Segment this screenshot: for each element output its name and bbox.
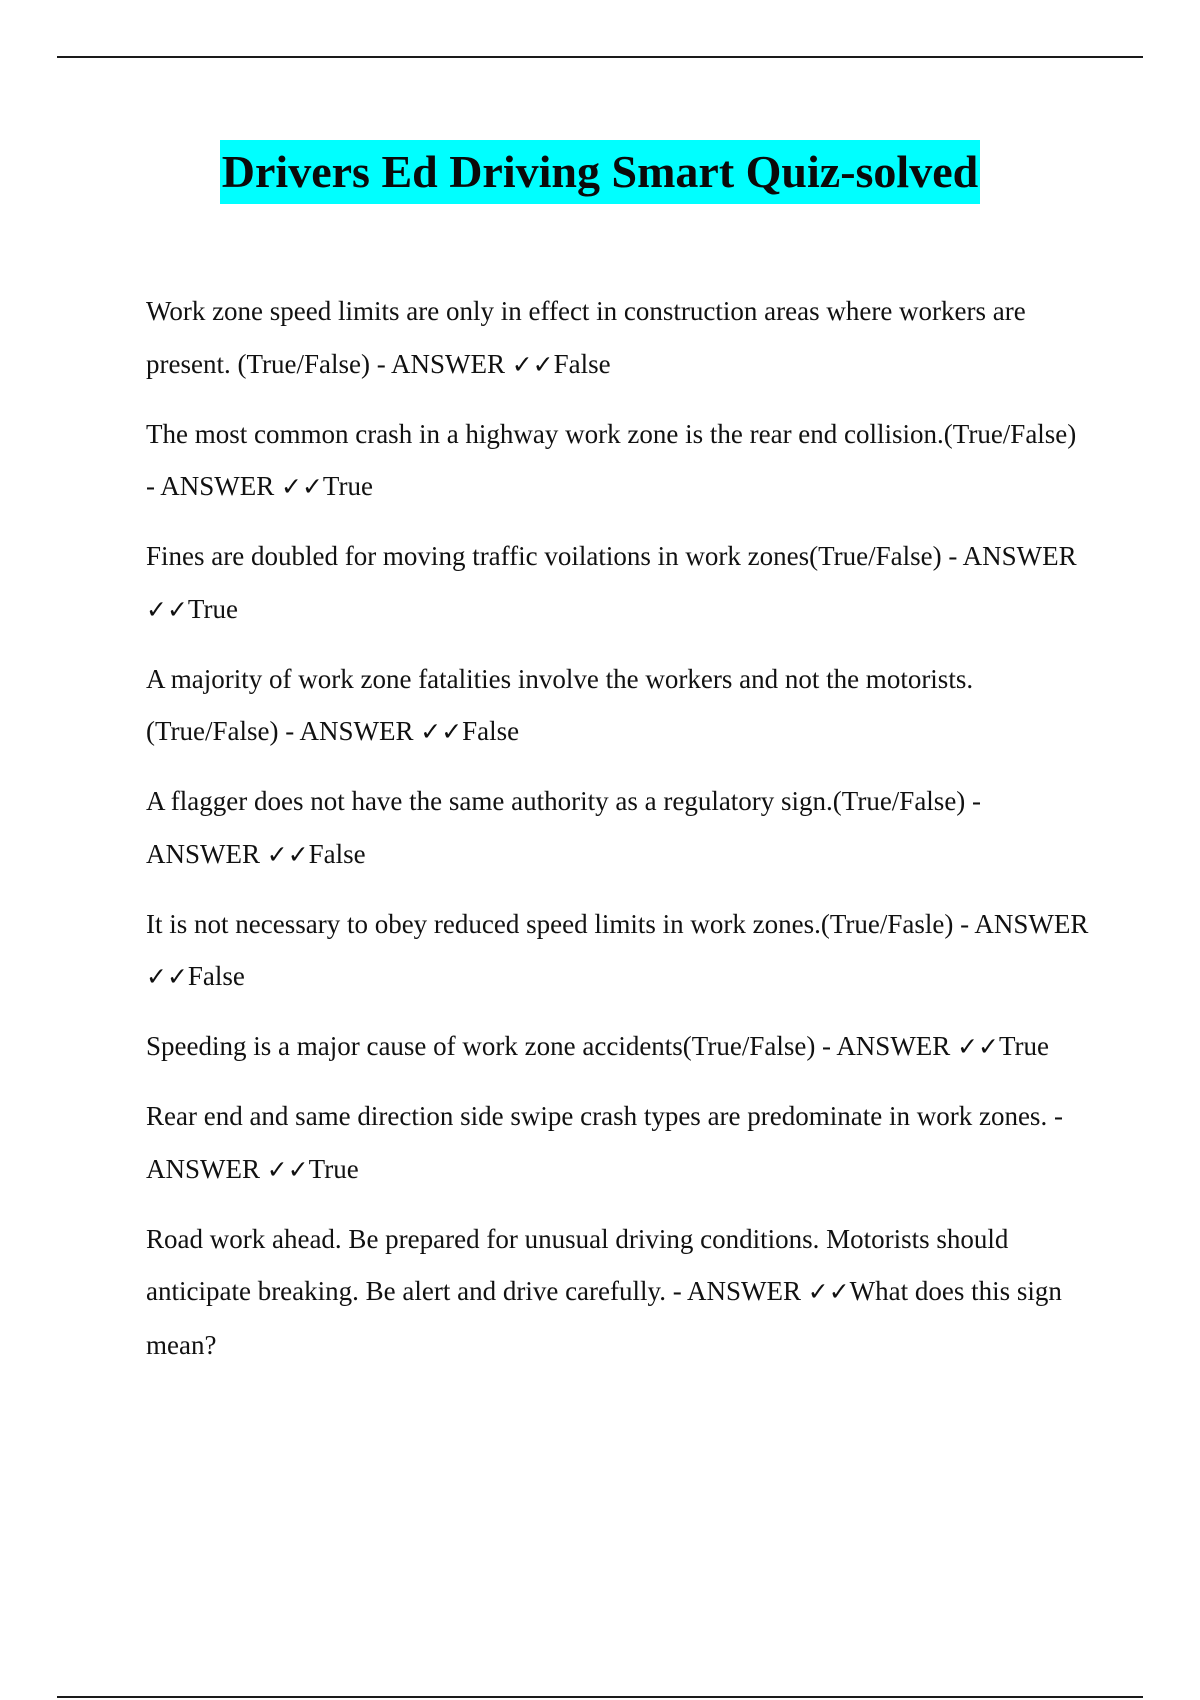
qa-item-8	[146, 1090, 1091, 1196]
double-check-icon: ✓✓	[281, 472, 323, 501]
qa-list	[146, 285, 1091, 1388]
qa-item-1	[146, 285, 1091, 391]
double-check-icon: ✓✓	[146, 962, 188, 991]
double-check-icon: ✓✓	[807, 1277, 850, 1306]
question-text: Fines are doubled for moving traffic voilations in work zones(True/False) -	[146, 541, 963, 571]
answer-text: What does this sign mean?	[146, 1276, 1062, 1360]
question-text: A flagger does not have the same authority as a regulatory sign.(True/False) -	[146, 786, 982, 816]
qa-item-4	[146, 653, 1091, 759]
qa-item-9	[146, 1213, 1091, 1372]
qa-item-6	[146, 898, 1091, 1004]
double-check-icon: ✓✓	[266, 1154, 309, 1184]
answer-label: ANSWER	[836, 1031, 951, 1061]
header-rule	[57, 56, 1143, 58]
question-text: The most common crash in a highway work zone is the rear end collision.(True/False) -	[146, 418, 1077, 501]
answer-label: ANSWER	[160, 471, 275, 501]
question-text: It is not necessary to obey reduced speed limits in work zones.(True/Fasle) -	[146, 908, 975, 939]
answer-label: ANSWER	[146, 1153, 260, 1184]
answer-label: ANSWER	[962, 541, 1077, 571]
double-check-icon: ✓✓	[957, 1032, 999, 1061]
answer-label: ANSWER	[390, 348, 505, 379]
title-container	[0, 140, 1200, 204]
question-text: Rear end and same direction side swipe crash types are predominate in work zones. -	[146, 1101, 1063, 1131]
double-check-icon: ✓✓	[266, 839, 309, 869]
answer-text: False	[187, 961, 245, 991]
answer-label: ANSWER	[299, 716, 414, 746]
double-check-icon: ✓✓	[146, 594, 188, 624]
footer-rule	[57, 1696, 1143, 1698]
qa-item-3	[146, 530, 1091, 636]
qa-item-5	[146, 775, 1091, 881]
answer-label: ANSWER	[146, 838, 260, 869]
question-text: A majority of work zone fatalities involve the workers and not the motorists.(True/False) -	[146, 663, 974, 746]
double-check-icon: ✓✓	[511, 349, 554, 379]
answer-text: True	[308, 1153, 359, 1184]
qa-item-7	[146, 1020, 1091, 1074]
answer-text: True	[322, 471, 373, 501]
answer-label: ANSWER	[974, 908, 1089, 939]
document-title: Drivers Ed Driving Smart Quiz-solved	[220, 140, 980, 204]
answer-text: True	[998, 1031, 1049, 1061]
answer-label: ANSWER	[687, 1276, 802, 1306]
answer-text: False	[308, 838, 366, 869]
answer-text: False	[462, 716, 520, 746]
qa-item-2	[146, 408, 1091, 514]
question-text: Road work ahead. Be prepared for unusual driving conditions. Motorists should anticipate breaking. Be alert and drive carefully. -	[146, 1223, 1009, 1306]
question-text: Work zone speed limits are only in effect in construction areas where workers are present. (True/False) -	[146, 296, 1026, 379]
answer-text: False	[553, 348, 611, 379]
answer-text: True	[187, 593, 238, 624]
question-text: Speeding is a major cause of work zone accidents(True/False) -	[146, 1031, 837, 1061]
double-check-icon: ✓✓	[420, 717, 463, 746]
